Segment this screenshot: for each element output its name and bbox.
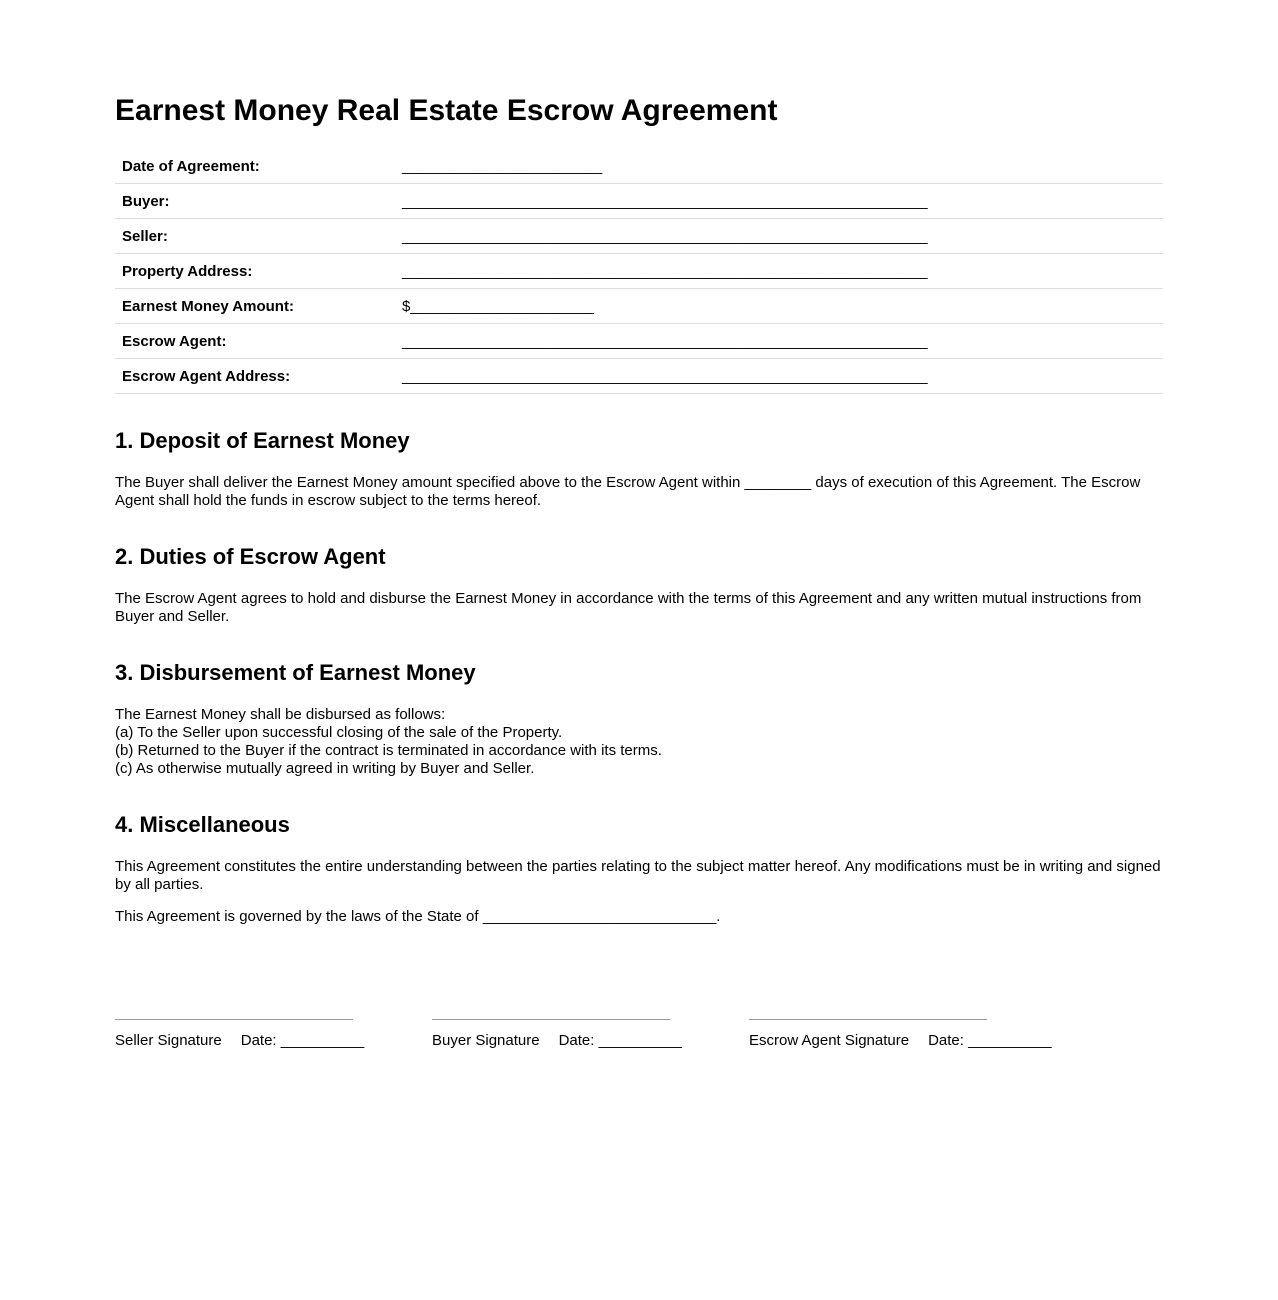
signature-labels: [432, 1032, 749, 1050]
field-blank-line: ________________________: [402, 157, 603, 175]
field-label: Date of Agreement:: [122, 157, 260, 175]
signature-line: [749, 1019, 987, 1020]
section-duties: [115, 544, 1163, 626]
field-row-property-address: [115, 254, 1163, 289]
section-paragraph: The Buyer shall deliver the Earnest Money amount specified above to the Escrow Agent within ________ days of execution of this Agreement. The Escrow Agent shall hold the funds in escrow subject to the terms hereof.: [115, 474, 1141, 509]
field-blank-line: $______________________: [402, 297, 594, 315]
list-line: (a) To the Seller upon successful closing of the sale of the Property.: [115, 724, 563, 741]
field-row-buyer: [115, 184, 1163, 219]
section-disbursement: [115, 660, 1163, 778]
field-label: Escrow Agent:: [122, 332, 227, 350]
section-heading: 4. Miscellaneous: [115, 812, 290, 837]
field-row-earnest-money-amount: [115, 289, 1163, 324]
section-heading: 2. Duties of Escrow Agent: [115, 544, 386, 569]
disbursement-list: [115, 706, 1163, 778]
signature-column-escrow-agent: [749, 1019, 1066, 1050]
section-miscellaneous: [115, 812, 1163, 926]
signature-line: [115, 1019, 353, 1020]
field-blank-line: _______________________________________________________________: [402, 227, 928, 245]
signature-labels: [749, 1032, 1066, 1050]
field-blank-line: _______________________________________________________________: [402, 262, 928, 280]
signature-name-label: Escrow Agent Signature: [749, 1032, 910, 1049]
signature-block: [115, 1019, 1163, 1050]
signature-date-label: Date: __________: [558, 1032, 683, 1049]
field-blank-line: _______________________________________________________________: [402, 367, 928, 385]
fields-table: [115, 149, 1163, 394]
field-row-escrow-agent-address: [115, 359, 1163, 394]
list-line: (b) Returned to the Buyer if the contract is terminated in accordance with its terms.: [115, 742, 662, 759]
field-label: Earnest Money Amount:: [122, 297, 294, 315]
field-label: Seller:: [122, 227, 168, 245]
field-row-date-of-agreement: [115, 149, 1163, 184]
field-blank-line: _______________________________________________________________: [402, 332, 928, 350]
field-row-escrow-agent: [115, 324, 1163, 359]
signature-column-buyer: [432, 1019, 749, 1050]
signature-date-label: Date: __________: [928, 1032, 1052, 1049]
field-label: Property Address:: [122, 262, 253, 280]
signature-date-label: Date: __________: [240, 1032, 365, 1049]
field-blank-line: _______________________________________________________________: [402, 192, 928, 210]
signature-labels: [115, 1032, 432, 1050]
list-line: (c) As otherwise mutually agreed in writing by Buyer and Seller.: [115, 760, 535, 777]
signature-column-seller: [115, 1019, 432, 1050]
governing-law-paragraph: This Agreement is governed by the laws of the State of ____________________________.: [115, 908, 721, 925]
signature-line: [432, 1019, 670, 1020]
page-title: Earnest Money Real Estate Escrow Agreement: [115, 94, 778, 127]
section-heading: 3. Disbursement of Earnest Money: [115, 660, 476, 685]
field-label: Buyer:: [122, 192, 170, 210]
section-heading: 1. Deposit of Earnest Money: [115, 428, 410, 453]
field-label: Escrow Agent Address:: [122, 367, 291, 385]
signature-name-label: Buyer Signature: [432, 1032, 540, 1049]
field-row-seller: [115, 219, 1163, 254]
section-paragraph: This Agreement constitutes the entire understanding between the parties relating to the subject matter hereof. Any modifications must be in writing and signed by all parties.: [115, 858, 1161, 893]
signature-name-label: Seller Signature: [115, 1032, 222, 1049]
section-paragraph: The Escrow Agent agrees to hold and disburse the Earnest Money in accordance with the terms of this Agreement and any written mutual instructions from Buyer and Seller.: [115, 590, 1142, 625]
section-deposit: [115, 428, 1163, 510]
list-line: The Earnest Money shall be disbursed as follows:: [115, 706, 446, 723]
